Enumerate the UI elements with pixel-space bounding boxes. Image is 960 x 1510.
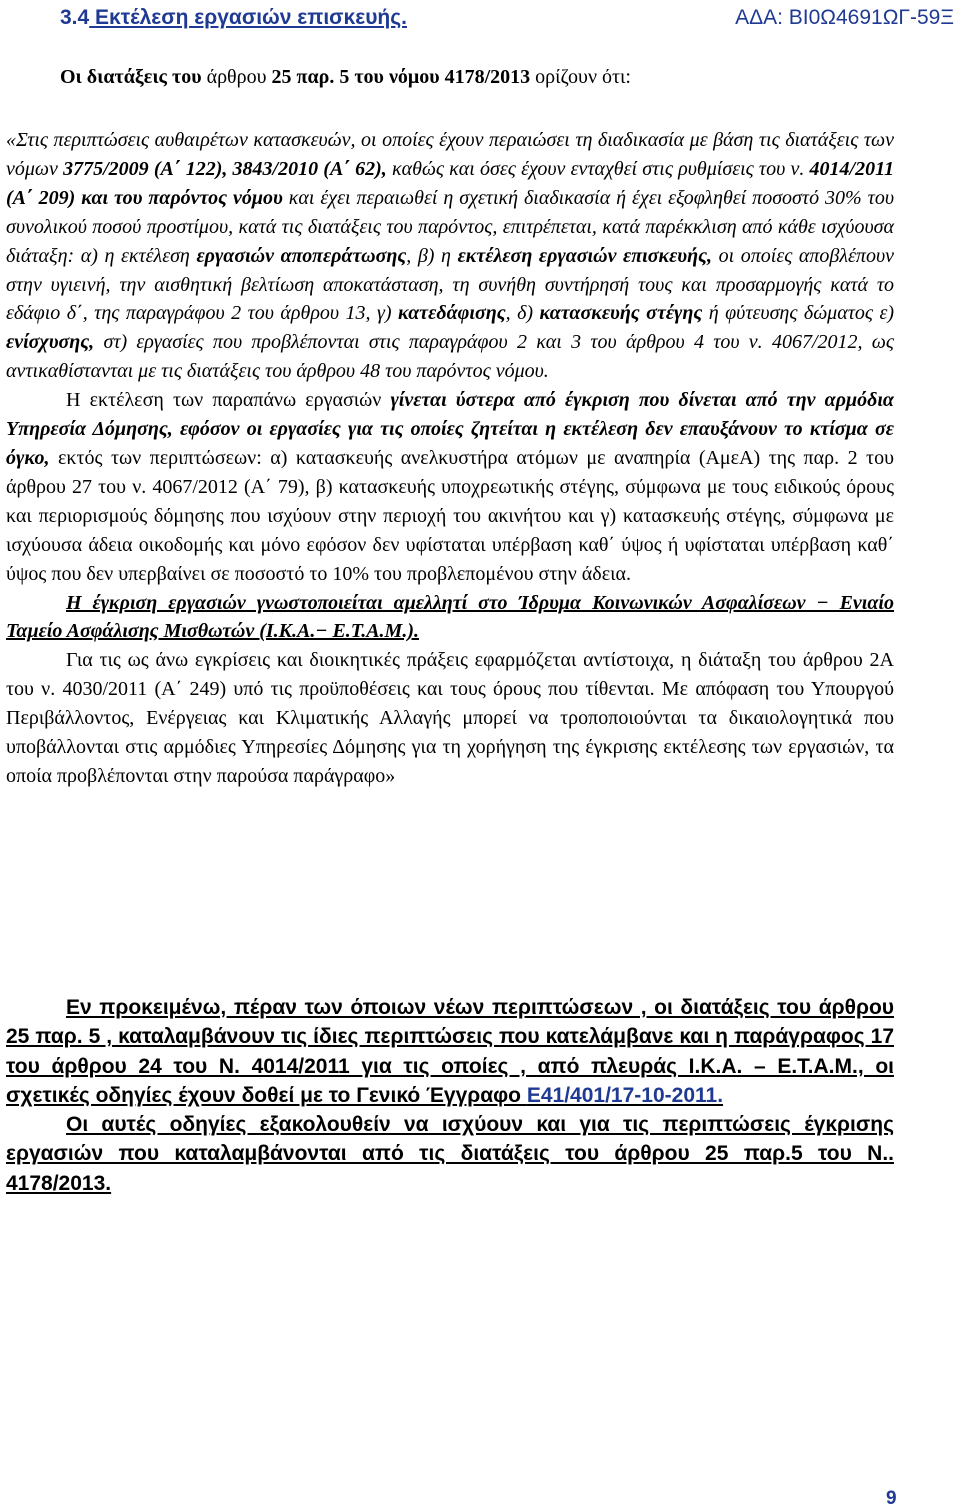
quoted-law-text — [6, 126, 894, 791]
text-run: «Στις περιπτώσεις αυθαιρέτων κατασκευών, οι οποίες έχουν περαιώσει τη διαδικασία με βάση τις διατάξεις των νόμων — [6, 129, 894, 180]
intro-text-2: ορίζουν ότι: — [530, 66, 631, 88]
page-number: 9 — [886, 1488, 897, 1509]
intro-text-1: άρθρου — [201, 66, 272, 88]
quote-paragraph-3: Η έγκριση εργασιών γνωστοποιείται αμελλητί στο Ίδρυμα Κοινωνικών Ασφαλίσεων − Ενιαίο Ταμείο Ασφάλισης Μισθωτών (Ι.Κ.Α.− Ε.Τ.Α.Μ.). — [6, 591, 894, 643]
ada-code: ΑΔΑ: ΒΙ0Ω4691ΩΓ-59Ξ — [735, 6, 954, 29]
quote-paragraph-2 — [6, 386, 894, 588]
intro-bold-part: Οι διατάξεις του — [60, 66, 202, 88]
section-title: Εκτέλεση εργασιών επισκευής. — [89, 6, 408, 29]
intro-law-reference: 25 παρ. 5 του νόμου 4178/2013 — [271, 66, 531, 88]
text-run: Εν προκειμένω, πέραν των όποιων νέων περιπτώσεων , οι διατάξεις του άρθρου 25 παρ. 5 , καταλαμβάνουν τις ίδιες περιπτώσεις που κατελάμβανε και η παράγραφος 17 του άρθρου 24 του Ν. 4014/2011 για τις οποίες , από πλευράς Ι.Κ.Α. – Ε.Τ.Α.Μ., οι σχετικές οδηγίες έχουν δοθεί με το Γενικό Έγγραφο — [6, 996, 894, 1107]
closing-section — [6, 993, 894, 1198]
text-run: , β) η — [406, 244, 458, 267]
text-run-bold: γίνεται ύστερα από έγκριση που δίνεται από την αρμόδια Υπηρεσία Δόμησης, εφόσον οι εργασίες για τις οποίες ζητείται η εκτέλεση δεν επαυξάνουν το κτίσμα σε όγκο, — [6, 389, 894, 469]
text-run: οι οποίες αποβλέπουν στην υγιεινή, την αισθητική βελτίωση αποκατάσταση, τη συνήθη συντήρησή τους και προσαρμογής κατά το εδάφιο δ΄, της παραγράφου 2 του άρθρου 13, γ) — [6, 244, 895, 325]
closing-paragraph-1 — [6, 993, 894, 1110]
text-run: , δ) — [505, 302, 540, 325]
text-run: ή φύτευσης δώματος ε) — [702, 302, 894, 325]
section-number: 3.4 — [60, 6, 90, 29]
document-reference: Ε41/401/17-10-2011. — [526, 1083, 724, 1107]
text-run-bold: ενίσχυσης, — [6, 331, 95, 354]
text-run-bold: εργασιών αποπεράτωσης — [196, 244, 407, 267]
text-run-bold: κατασκευής στέγης — [539, 302, 703, 325]
closing-paragraph-2: Οι αυτές οδηγίες εξακολουθείν να ισχύουν και για τις περιπτώσεις έγκρισης εργασιών που καταλαμβάνονται από τις διατάξεις του άρθρου 25 παρ.5 του Ν.. 4178/2013. — [6, 1113, 894, 1195]
quote-paragraph-4: Για τις ως άνω εγκρίσεις και διοικητικές πράξεις εφαρμόζεται αντίστοιχα, η διάταξη του άρθρου 2Α του ν. 4030/2011 (Α΄ 249) υπό τις προϋποθέσεις και τους όρους που τίθενται. Με απόφαση του Υπουργού Περιβάλλοντος, Ενέργειας και Κλιματικής Αλλαγής μπορεί να τροποποιούνται τα δικαιολογητικά που υποβάλλονται στις αρμόδιες Υπηρεσίες Δόμησης για τη χορήγηση της έγκρισης εκτέλεσης των εργασιών, τα οποία προβλέπονται στην παρούσα παράγραφο» — [6, 649, 894, 787]
text-run-bold: 4014/2011 (Α΄ 209) και του παρόντος νόμου — [6, 157, 894, 209]
text-run: και έχει περαιωθεί η σχετική διαδικασία ή έχει εξοφληθεί ποσοστό 30% του συνολικού ποσού προστίμου, κατά τις διατάξεις του παρόντος, επιτρέπεται, κατά παρέκκλιση από κάθε ισχύουσα διάταξη: α) η εκτέλεση — [6, 186, 894, 267]
quote-paragraph-1 — [6, 126, 894, 386]
text-run: καθώς και όσες έχουν ενταχθεί στις ρυθμίσεις του ν. — [386, 157, 810, 180]
text-run-bold: 3775/2009 (Α΄ 122), 3843/2010 (Α΄ 62), — [63, 157, 387, 180]
text-run-bold: κατεδάφισης — [398, 302, 506, 325]
text-run: εκτός των περιπτώσεων: α) κατασκευής ανελκυστήρα ατόμων με αναπηρία (ΑμεΑ) της παρ. 2 του άρθρου 27 του ν. 4067/2012 (Α΄ 79), β) κατασκευής υποχρεωτικής στέγης, σύμφωνα με τους ειδικούς όρους και περιορισμούς δόμησης που ισχύουν στην περιοχή του ακινήτου και γ) κατασκευής στέγης, σύμφωνα με ισχύουσα άδεια οικοδομής και μόνο εφόσον δεν υφίσταται υπέρβαση καθ΄ ύψος ή υφίσταται υπέρβαση καθ΄ ύψος που δεν υπερβαίνει σε ποσοστό το 10% του προβλεπομένου στην άδεια. — [6, 446, 894, 585]
intro-line — [60, 66, 631, 89]
text-run-bold: εκτέλεση εργασιών επισκευής, — [457, 244, 712, 267]
text-run: στ) εργασίες που προβλέπονται στις παραγράφου 2 και 3 του άρθρου 4 του ν. 4067/2012, ως αντικαθίστανται με τις διατάξεις του άρθρου 48 του παρόντος νόμου. — [6, 331, 894, 383]
text-run: Η εκτέλεση των παραπάνω εργασιών — [66, 389, 391, 412]
section-heading — [60, 6, 407, 30]
